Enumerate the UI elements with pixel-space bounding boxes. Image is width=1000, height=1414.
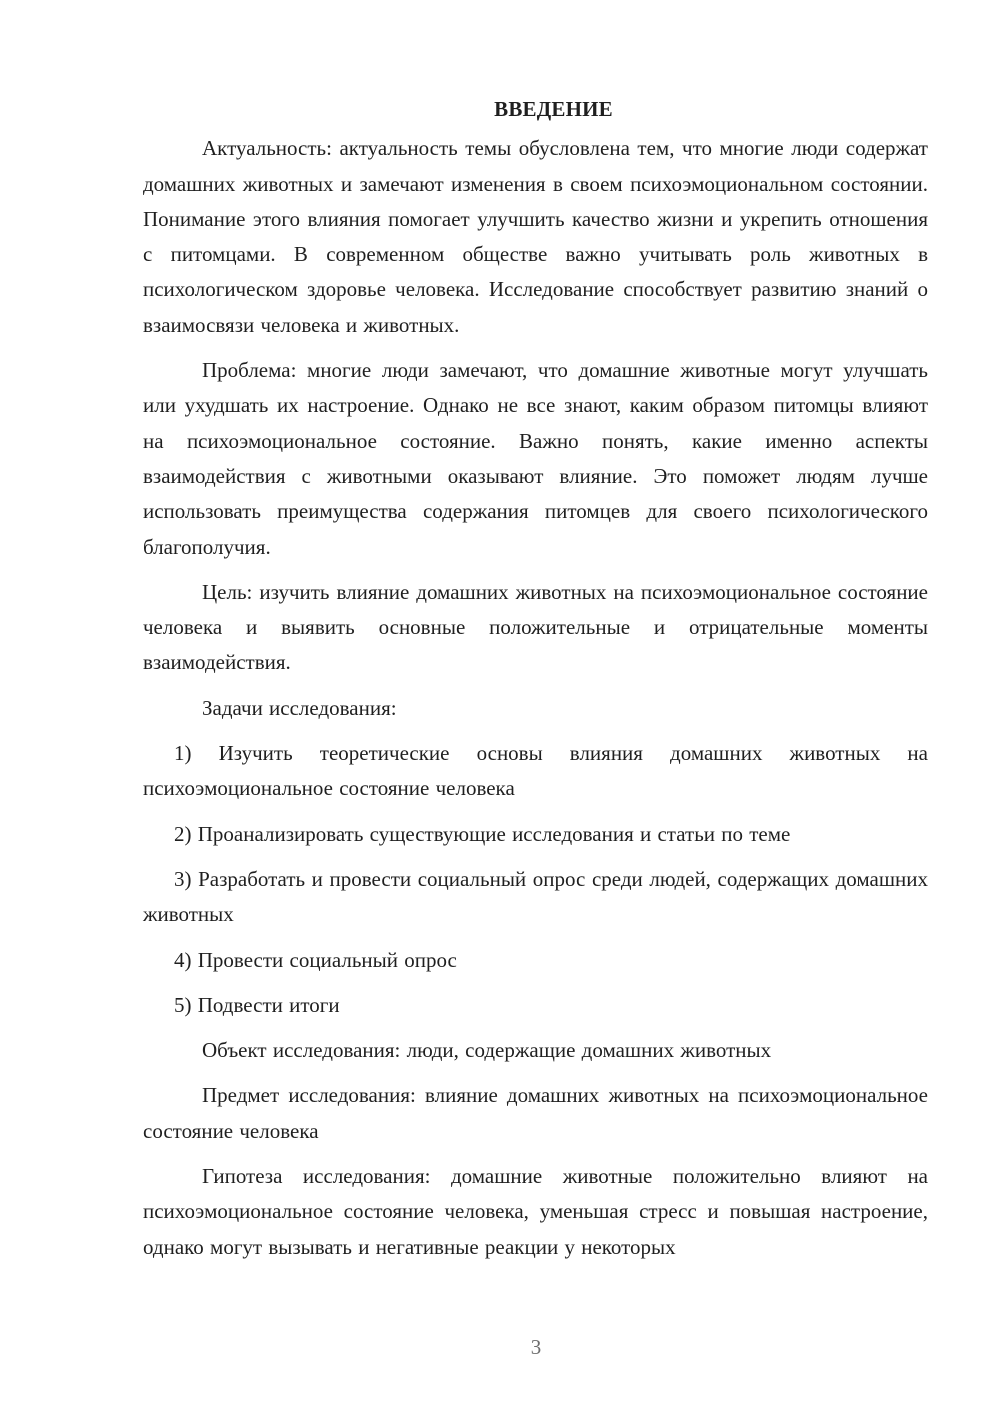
- goal-paragraph: Цель: изучить влияние домашних животных на психоэмоциональное состояние человека и выявить основные положительные и отрицательные моменты взаимодействия.: [143, 579, 928, 675]
- tasks-heading: Задачи исследования:: [202, 695, 397, 720]
- document-title: ВВЕДЕНИЕ: [494, 97, 613, 121]
- relevance-paragraph: Актуальность: актуальность темы обусловлена тем, что многие люди содержат домашних животных и замечают изменения в своем психоэмоциональном состоянии. Понимание этого влияния помогает улучшить качество жизни и укрепить отношения с питомцами. В современном обществе важно учитывать роль животных в психологическом здоровье человека. Исследование способствует развитию знаний о взаимосвязи человека и животных.: [143, 136, 928, 337]
- subject-paragraph: Предмет исследования: влияние домашних животных на психоэмоциональное состояние человека: [143, 1083, 928, 1143]
- object-paragraph: Объект исследования: люди, содержащие домашних животных: [202, 1038, 772, 1063]
- task-item-5: 5) Подвести итоги: [174, 992, 340, 1017]
- page-number: 3: [530, 1335, 542, 1359]
- task-item-4: 4) Провести социальный опрос: [174, 947, 457, 972]
- problem-paragraph: Проблема: многие люди замечают, что домашние животные могут улучшать или ухудшать их настроение. Однако не все знают, каким образом питомцы влияют на психоэмоциональное состояние. Важно понять, какие именно аспекты взаимодействия с животными оказывают влияние. Это поможет людям лучше использовать преимущества содержания питомцев для своего психологического благополучия.: [143, 358, 928, 559]
- task-item-1: 1) Изучить теоретические основы влияния домашних животных на психоэмоциональное состояние человека: [143, 741, 928, 801]
- task-item-3: 3) Разработать и провести социальный опрос среди людей, содержащих домашних животных: [143, 866, 928, 927]
- document-body: [143, 92, 928, 1275]
- task-item-2: 2) Проанализировать существующие исследования и статьи по теме: [174, 821, 791, 846]
- hypothesis-paragraph: Гипотеза исследования: домашние животные положительно влияют на психоэмоциональное состояние человека, уменьшая стресс и повышая настроение, однако могут вызывать и негативные реакции у некоторых: [143, 1164, 928, 1259]
